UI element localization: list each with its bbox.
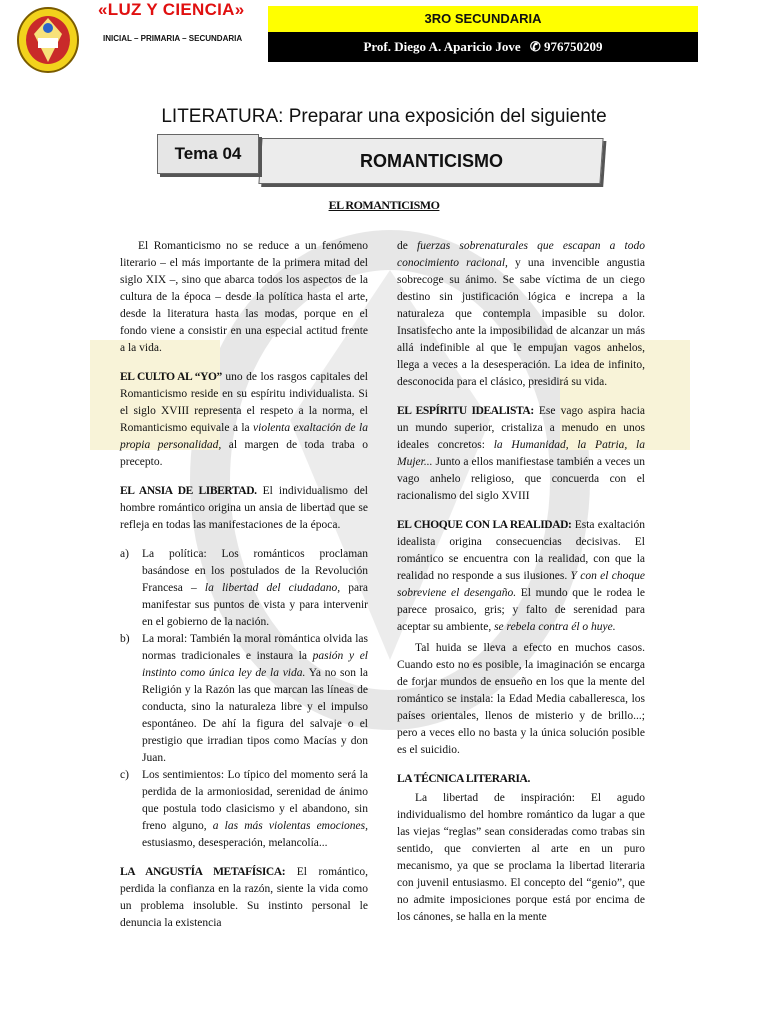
topic-banner [258, 138, 603, 184]
text-column-left [120, 238, 368, 944]
list-text [142, 767, 368, 852]
list-text-part: La moral: También la moral romántica olvida las normas tradicionales e instaura la [142, 633, 368, 662]
paragraph-text: uno de los rasgos capitales del Romanticismo reside en su espíritu individualista. Si el siglo XVIII representa el respeto a la norma, el Romanticismo equivale a la [120, 371, 368, 434]
paragraph-emphasis: la Humanidad, la Patria, la Mujer... [397, 439, 646, 468]
teacher-phone: 976750209 [544, 39, 603, 54]
paragraph-text: El individualismo del hombre romántico origina un ansia de libertad que se refleja en todas las manifestaciones de la época. [120, 485, 368, 531]
tema-badge: Tema 04 [157, 134, 259, 174]
paragraph-emphasis: violenta exaltación de la propia personalidad, [120, 422, 368, 451]
paragraph: Tal huida se lleva a efecto en muchos casos. Cuando esto no es posible, la imaginación se encarga de forjar mundos de ensueño en los que la mente del romántico se instala: la Edad Media caballeresca, los países orientales, llenos de misterio y de brillo...; pero a veces ello no basta y la única solución posible es el suicidio. [397, 642, 645, 756]
paragraph: La libertad de inspiración: El agudo individualismo del hombre romántico da lugar a que las viejas “reglas” sean consideradas como trabas sin sentido, que convierten al arte en un puro mecanismo, ya que se proclama la libertad literaria con juvenil entusiasmo. El concepto del “genio”, que no admite imposiciones porque está por encima de los cánones, se halla en la mente [397, 792, 645, 923]
grade-banner: 3RO SECUNDARIA [268, 6, 698, 32]
list-text-part: Los sentimientos: Lo típico del momento será la perdida de la armoniosidad, serenidad de ánimo que postula todo clasicismo y el abandono, sin freno alguno, [142, 769, 368, 832]
paragraph-text: Junto a ellos manifiestase también a veces un vago anhelo religioso, que concuerda con el racionalismo del siglo XVIII [397, 456, 645, 502]
list-emphasis: la libertad del ciudadano, [204, 582, 341, 594]
teacher-banner [268, 32, 698, 62]
paragraph-text: Ese vago aspira hacia un mundo superior, cristaliza a menudo en unos ideales concretos: [397, 405, 645, 451]
paragraph-text: al margen de toda traba o precepto. [120, 439, 368, 468]
paragraph-heading: EL CHOQUE CON LA REALIDAD: [397, 519, 572, 531]
paragraph [120, 369, 368, 471]
list-item [120, 546, 368, 631]
list-text [142, 631, 368, 767]
paragraph-text: Esta exaltación idealista origina consecuencias decisivas. El romántico se encuentra con la realidad, con que la realidad no responde a sus ilusiones. [397, 519, 645, 582]
paragraph-text: de [397, 240, 417, 252]
school-name: «LUZ Y CIENCIA» [98, 0, 245, 19]
text-column-right [397, 238, 645, 938]
paragraph-text: El mundo que le rodea le parece prosaico, gris; y falto de serenidad para aceptar su ambiente, [397, 587, 646, 633]
paragraph-emphasis: Y con el choque sobreviene el desengaño. [397, 570, 645, 599]
phone-icon: ✆ [529, 39, 541, 54]
paragraph [397, 238, 645, 391]
list-text-part: para manifestar sus puntos de vista y para intervenir en el gobierno de la nación. [142, 582, 368, 628]
section-subheading: LA TÉCNICA LITERARIA. [397, 773, 530, 785]
assignment-title: LITERATURA: Preparar una exposición del siguiente [161, 106, 607, 127]
list-marker: b) [120, 633, 130, 645]
list-text-part: La política: Los románticos proclaman basándose en los postulados de la Revolución Francesa – [142, 548, 368, 594]
teacher-name: Prof. Diego A. Aparicio Jove [363, 39, 521, 54]
list-item [120, 631, 368, 767]
paragraph: El Romanticismo no se reduce a un fenómeno literario – el más importante de la primera mitad del siglo XIX –, sino que abarca todos los aspectos de la cultura de la época – desde la política hasta el arte, desde la literatura hasta las modas, porque en el fondo viene a consistir en una especial actitud frente a la vida. [120, 240, 368, 354]
paragraph [397, 517, 645, 636]
paragraph-heading: EL ESPÍRITU IDEALISTA: [397, 405, 534, 417]
paragraph-emphasis: se rebela contra él o huye. [494, 621, 616, 633]
school-levels: INICIAL – PRIMARIA – SECUNDARIA [103, 34, 243, 43]
paragraph [120, 483, 368, 534]
paragraph-heading: LA ANGUSTÍA METAFÍSICA: [120, 866, 286, 878]
list-text [142, 546, 368, 631]
list-text-part: estusiasmo, desesperación, melancolía... [142, 837, 328, 849]
list-item [120, 767, 368, 852]
list-text-part: Ya no son la Religión y la Razón las que marcan las líneas de conducta, sino la naturaleza libre y el impulso espontáneo. De ahí la figura del salvaje o el prestigio que irradian tipos como Macías y don Juan. [142, 667, 368, 764]
list-marker: c) [120, 769, 129, 781]
topic-title: ROMANTICISMO [359, 151, 503, 171]
paragraph-heading: EL CULTO AL “YO” [120, 371, 222, 383]
paragraph-text: y una invencible angustia sobrecoge su ánimo. Se sabe víctima de un ciego destino sin justificación lógica e increpa a la naturaleza que contempla impasible su dolor. Insatisfecho ante la imposibilidad de alcanzar un más allá indefinible al que le empujan vagos anhelos, llega a veces a la desesperación. La idea de infinito, desconocida para el clásico, presidirá su vida. [397, 257, 645, 388]
paragraph-text: El romántico, perdida la confianza en la razón, siente la vida como un problema insoluble. Su instinto personal le denuncia la existencia [120, 866, 368, 929]
section-heading: EL ROMANTICISMO [328, 198, 440, 212]
list-emphasis: a las más violentas emociones, [212, 820, 368, 832]
paragraph-heading: EL ANSIA DE LIBERTAD. [120, 485, 257, 497]
list-emphasis: pasión y el instinto como única ley de la vida. [142, 650, 369, 679]
school-crest-icon [10, 4, 94, 74]
paragraph-emphasis: fuerzas sobrenaturales que escapan a todo conocimiento racional, [397, 240, 645, 269]
paragraph [120, 864, 368, 932]
list-marker: a) [120, 548, 129, 560]
paragraph [397, 403, 645, 505]
